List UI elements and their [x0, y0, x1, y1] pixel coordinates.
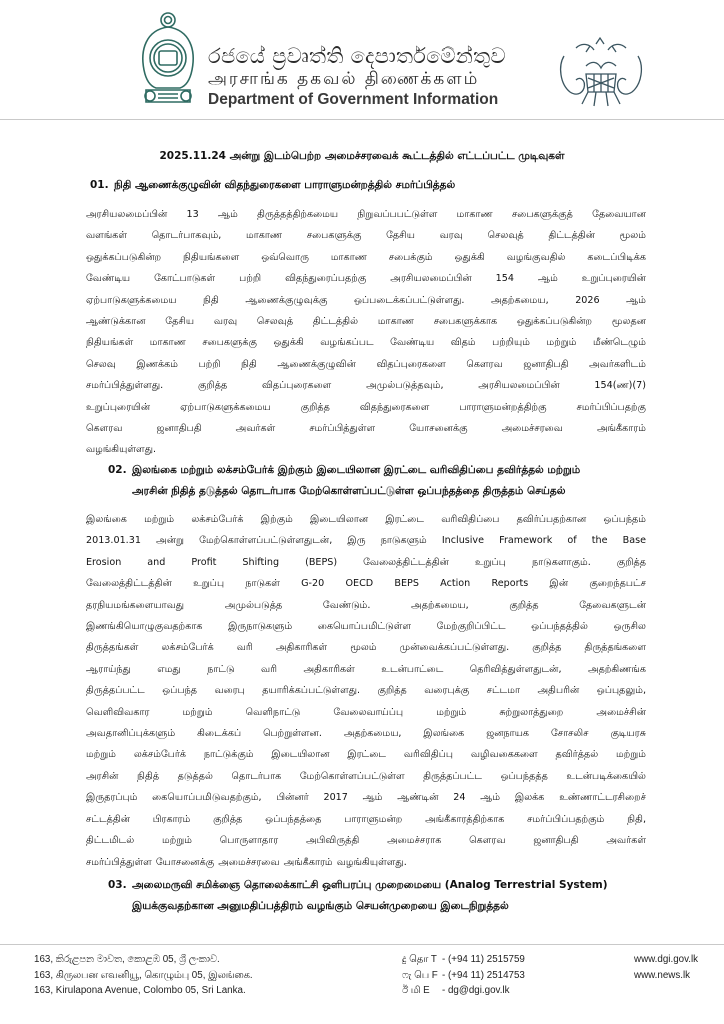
lion-motif-icon [556, 36, 646, 110]
body-line: வளங்கள் தொடர்பாகவும், மாகாண சபைகளுக்கு தேசிய வரவு செலவுத் திட்டத்தின் மூலம் [86, 230, 646, 242]
body-line: கௌரவ ஜனாதிபதி அவர்கள் சமர்ப்பித்துள்ள யோசனைக்கு அமைச்சரவை அங்கீகாரம் [86, 423, 646, 435]
phone-line [402, 952, 525, 968]
body-line: மற்றும் லக்சம்பேர்க் நாட்டுக்கும் இடையிலான இரட்டை வரிவிதிப்பு வழிவகைகளை தவிர்த்தல் மற்றும் [86, 749, 646, 761]
body-line: சட்டத்தின் பிரகாரம் குறித்த ஒப்பந்தத்தை பாராளுமன்ற அங்கீகாரத்திற்காக சமர்ப்பிப்பதற்கும் நிதி, [86, 813, 646, 825]
sri-lanka-emblem-icon [136, 10, 200, 108]
body-line: இலங்கை மற்றும் லக்சம்பேர்க் இற்கும் இடையிலான இரட்டை வரிவிதிப்பை தவிர்ப்பதற்கான ஒப்பந்தம் [86, 514, 646, 525]
body-line: ஒதுக்கப்படுகின்ற நிதியங்களை ஒவ்வொரு மாகாண சபைக்கும் ஒதுக்கி வழங்குவதில் கடைப்பிடிக்க [86, 251, 646, 263]
letterhead [0, 0, 724, 120]
section-number: 01. [90, 179, 109, 191]
fax-label: ෆැ பெ F [402, 969, 438, 981]
footer-divider [0, 944, 724, 945]
phone-number: - (+94 11) 2515759 [442, 954, 525, 965]
body-line: திருத்தங்கள் லக்சம்பேர்க் வரி அதிகாரிகள் மூலம் முன்வைக்கப்பட்டுள்ளது. குறித்த திருத்தங்களை [86, 642, 646, 654]
section-heading-line: அரசின் நிதித் தடுத்தல் தொடர்பாக மேற்கொள்ளப்பட்டுள்ள ஒப்பந்தத்தை திருத்தம் செய்தல் [132, 485, 566, 497]
body-line: வேண்டிய கோட்பாடுகள் பற்றி விதந்துரைப்பதற்கு அரசியலமைப்பின் 154 ஆம் உறுப்புரையின் [86, 273, 646, 285]
address-line-tamil: 163, கிருலபன எவனியூ, கொழும்பு 05, இலங்கை. [34, 969, 253, 981]
body-line: உறுப்புரையின் ஏற்பாடுகளுக்கமைய குறித்த விதந்துரைகளை பாராளுமன்றத்திற்கு சமர்ப்பிப்பதற்கு [86, 401, 646, 413]
body-line: சமர்ப்பித்துள்ள யோசனைக்கு அமைச்சரவை அங்கீகாரம் வழங்கியுள்ளது. [86, 856, 407, 868]
section-03-heading [108, 879, 608, 913]
header-divider [0, 119, 724, 120]
body-line: ஆராய்ந்து எமது நாட்டு வரி அதிகாரிகள் உடன்பாட்டை தெரிவித்துள்ளதுடன், அதற்கிணங்க [86, 663, 646, 675]
address-line-sinhala: 163, කිරුළපන මාවත, කොළඹ 05, ශ්‍රී ලංකාව. [34, 954, 220, 965]
body-line: இருதரப்பும் கையொப்பமிடுவதற்கும், பின்னர் 2017 ஆம் ஆண்டின் 24 ஆம் இலக்க உண்ணாட்டரசிறைச் [86, 792, 646, 804]
section-number: 02. [108, 464, 127, 476]
body-line: செலவு இணக்கம் பற்றி நிதி ஆணைக்குழுவின் விதப்புரைகளை கௌரவ ஜனாதிபதி அவர்களிடம் [86, 358, 646, 370]
email-address: - dg@dgi.gov.lk [442, 985, 510, 996]
section-heading-line: அலைமருவி சமிக்ஞை தொலைக்காட்சி ஒளிபரப்பு முறைமையை (Analog Terrestrial System) [132, 879, 608, 891]
body-line: ஏற்பாடுகளுக்கமைய நிதி ஆணைக்குழுவுக்கு ஒப்படைக்கப்பட்டுள்ளது. அதற்கமைய, 2026 ஆம் [86, 294, 646, 306]
section-number: 03. [108, 879, 127, 891]
body-line: 2013.01.31 அன்று மேற்கொள்ளப்பட்டுள்ளதுடன், இரு நாடுகளும் Inclusive Framework of the Base [86, 535, 646, 547]
website-link-dgi[interactable]: www.dgi.gov.lk [634, 954, 699, 965]
website-block [634, 952, 698, 983]
section-01-body [86, 204, 646, 461]
body-line: வெளிவிவகார மற்றும் வெளிநாட்டு வேலைவாய்ப்பு மற்றும் சுற்றுலாத்துறை அமைச்சின் [86, 706, 646, 718]
body-line: அரசின் நிதித் தடுத்தல் தொடர்பாக மேற்கொள்ளப்பட்டுள்ள திருத்தப்பட்ட ஒப்பந்தத்த உடன்படிக்கையில் [86, 770, 646, 782]
body-line: அரசியலமைப்பின் 13 ஆம் திருத்தத்திற்கமைய நிறுவப்பபட்டுள்ள மாகாண சபைகளுக்குத் தேவையான [86, 209, 646, 220]
body-line: இணங்கியொழுகுவதற்காக இருநாடுகளும் கையொப்பமிட்டுள்ள மேற்குறிப்பிட்ட ஒப்பந்தத்தில் ஒருசில [86, 621, 646, 633]
department-name-tamil: அரசாங்க தகவல் திணைக்களம் [208, 69, 480, 89]
section-heading-line: நிதி ஆணைக்குழுவின் விதந்துரைகளை பாராளுமன்றத்தில் சமர்ப்பித்தல் [114, 179, 456, 191]
document-title: 2025.11.24 அன்று இடம்பெற்ற அமைச்சரவைக் கூட்டத்தில் எட்டப்பட்ட முடிவுகள் [159, 150, 565, 162]
phone-label: දු தொ T [402, 954, 437, 965]
body-line: சமர்ப்பித்துள்ளது. குறித்த விதப்புரைகளை அமுல்படுத்தவும், அரசியலமைப்பின் 154(ண)(7) [86, 380, 646, 392]
address-line-english: 163, Kirulapona Avenue, Colombo 05, Sri Lanka. [34, 985, 246, 996]
address-block [34, 952, 253, 999]
section-02-heading [108, 464, 580, 498]
body-line: நிதியங்கள் மாகாண சபைகளுக்கு ஒதுக்கி வழங்கப்பட வேண்டிய விதம் பற்றியும் மற்றும் மீண்டெழும் [86, 337, 646, 349]
body-line: வழங்கியுள்ளது. [86, 444, 157, 456]
body-line: Erosion and Profit Shifting (BEPS) வேலைத்திட்டத்தின் உறுப்பு நாடுகளாகும். குறித்த [86, 556, 646, 568]
body-line: வேலைத்திட்டத்தின் உறுப்பு நாடுகள் G-20 OECD BEPS Action Reports இன் குறைந்தபட்ச [86, 578, 646, 590]
body-line: திருத்தப்பட்ட ஒப்பந்த வரைபு தயாரிக்கப்பட்டுள்ளது. குறித்த வரைபுக்கு சட்டமா அதிபரின் ஒப்புதலும், [86, 685, 646, 697]
email-line [402, 983, 525, 999]
section-01-heading [90, 179, 455, 192]
department-name-sinhala: රජයේ ප්‍රවෘත්ති දෙපාර්තමේන්තුව [208, 44, 506, 68]
body-line: திட்டமிடல் மற்றும் பொருளாதார அபிவிருத்தி அமைச்சராக கௌரவ ஜனாதிபதி அவர்கள் [86, 835, 646, 847]
website-link-news[interactable]: www.news.lk [634, 969, 691, 981]
department-titles [208, 44, 548, 110]
body-line: தரநியமங்களையாவது அமுல்படுத்த வேண்டும். அதற்கமைய, குறித்த தேவைகளுடன் [86, 599, 646, 611]
body-line: ஆண்டுக்கான தேசிய வரவு செலவுத் திட்டத்தில் மாகாண சபைகளுக்காக ஒதுக்கப்படுகின்ற மூலதன [86, 316, 646, 328]
department-name-english: Department of Government Information [208, 91, 499, 108]
fax-number: - (+94 11) 2514753 [442, 969, 525, 981]
email-label: ඊ மி E [402, 985, 430, 996]
section-02-body [86, 509, 646, 873]
fax-line [402, 968, 525, 984]
contact-block [402, 952, 525, 999]
section-heading-line: இலங்கை மற்றும் லக்சம்பேர்க் இற்கும் இடையிலான இரட்டை வரிவிதிப்பை தவிர்த்தல் மற்றும் [132, 464, 581, 476]
body-line: அவதானிப்புக்களும் கிடைக்கப் பெற்றுள்ளன. அதற்கமைய, இலங்கை ஜனநாயக சோசலிச குடியரசு [86, 728, 646, 740]
section-heading-line: இயக்குவதற்கான அனுமதிப்பத்திரம் வழங்கும் செயன்முறையை இடைநிறுத்தல் [132, 900, 509, 912]
